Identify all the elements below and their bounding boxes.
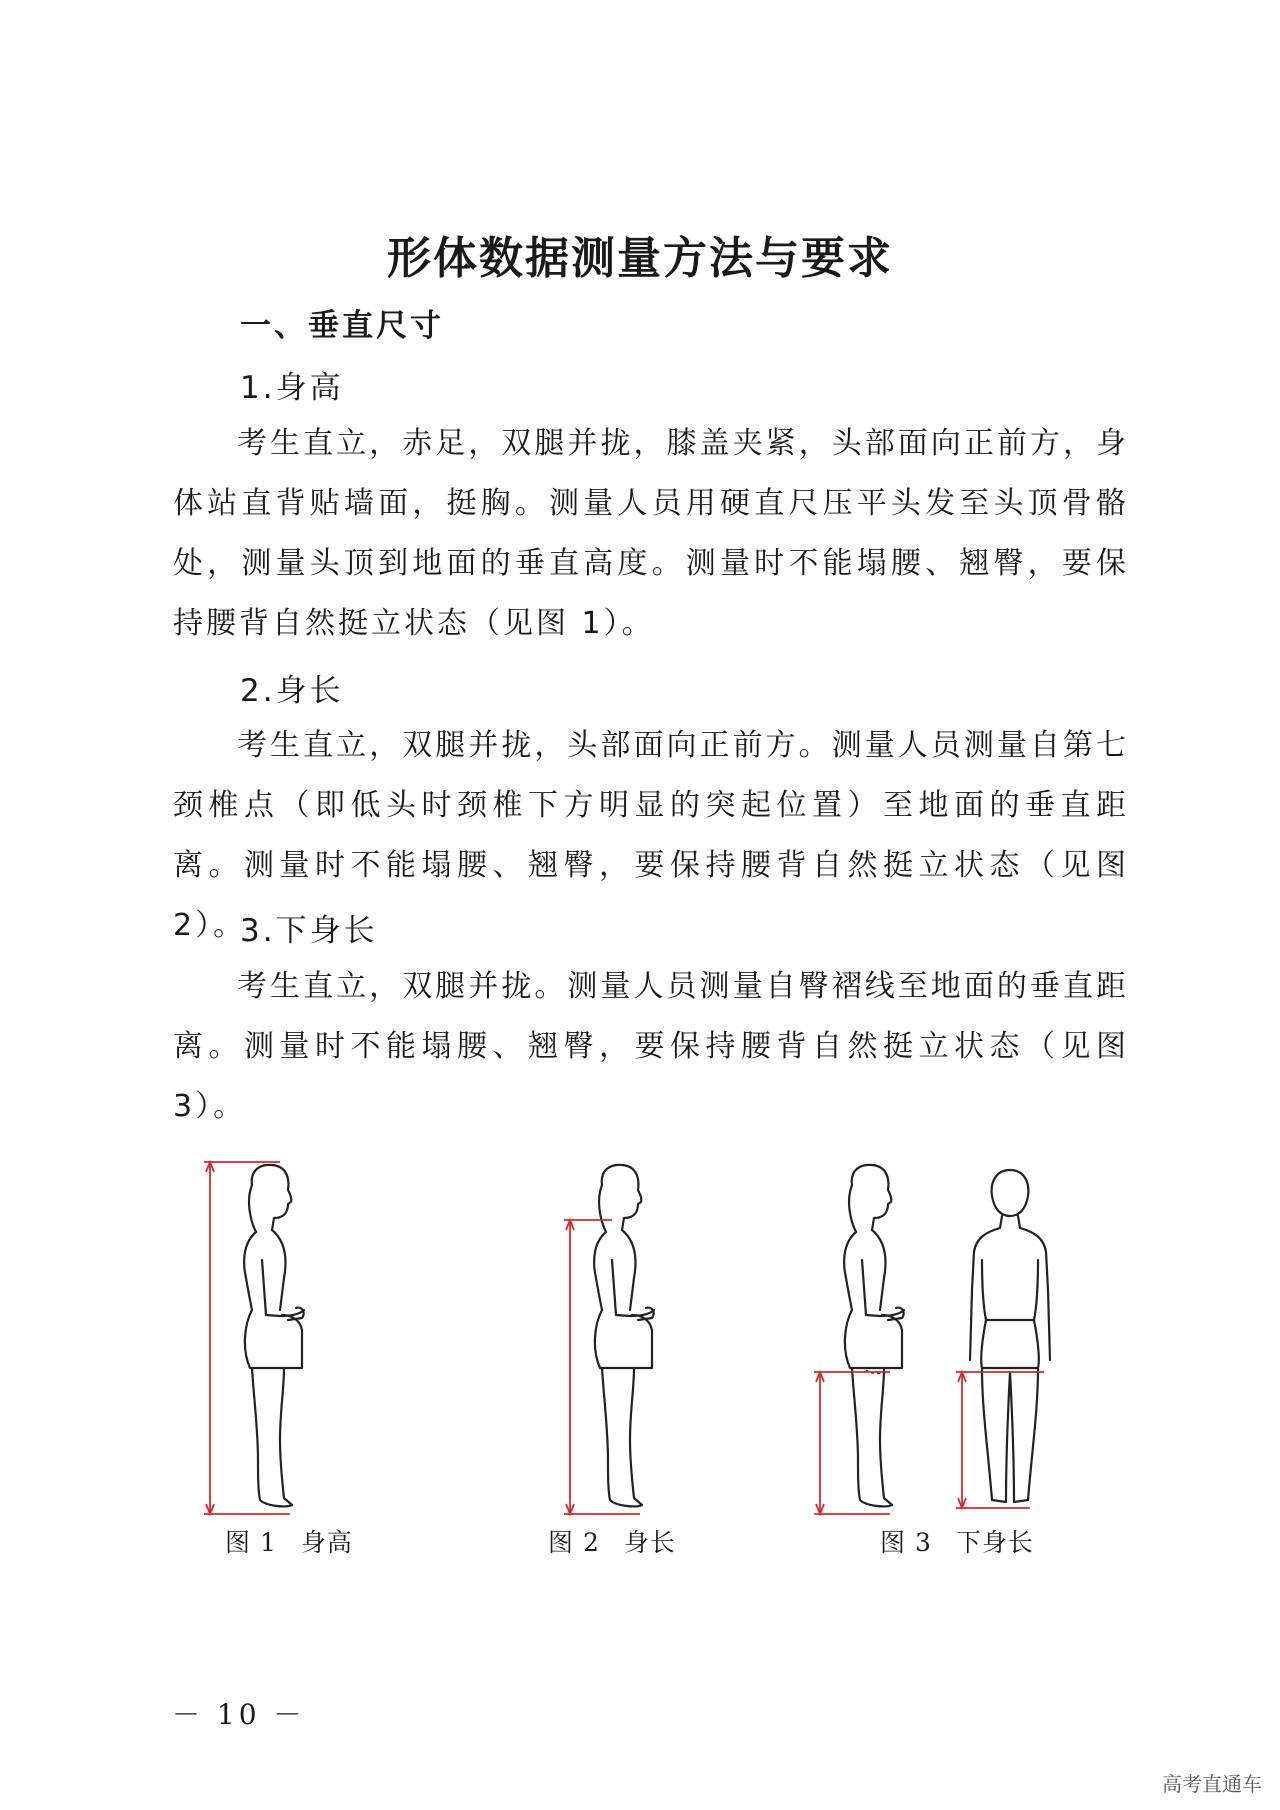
item-heading-body-length: 2.身长	[240, 673, 344, 709]
item-paragraph-height: 考生直立，赤足，双腿并拢，膝盖夹紧，头部面向正前方，身体站直背贴墙面，挺胸。测量人员用硬直尺压平头发至头顶骨骼处，测量头顶到地面的垂直高度。测量时不能塌腰、翘臀，要保持腰背自然挺立状态（见图 1）。	[173, 426, 1129, 641]
section-heading-vertical: 一、垂直尺寸	[240, 308, 444, 344]
item-paragraph-lower-body-length: 考生直立，双腿并拢。测量人员测量自臀褶线至地面的垂直距离。测量时不能塌腰、翘臀，要保持腰背自然挺立状态（见图 3）。	[173, 969, 1129, 1124]
item-heading-lower-body-length: 3.下身长	[240, 913, 378, 949]
figure-1-number: 图 1	[225, 1528, 277, 1557]
figure-3-caption	[880, 1523, 1034, 1559]
figure-1-illustration	[200, 1160, 340, 1520]
figure-2-number: 图 2	[548, 1528, 600, 1557]
figure-1-label: 身高	[300, 1528, 353, 1557]
figure-1-caption	[225, 1523, 353, 1559]
figure-2-illustration	[560, 1160, 700, 1520]
figure-2-caption	[548, 1523, 676, 1559]
item-heading-height: 1.身高	[240, 370, 344, 406]
page-title: 形体数据测量方法与要求	[387, 233, 893, 284]
watermark: 高考直通车	[1162, 1772, 1262, 1796]
figure-3-label: 下身长	[955, 1528, 1034, 1557]
page-number: － 10 －	[172, 1698, 306, 1731]
figure-3-illustration	[810, 1160, 1110, 1520]
figure-2-label: 身长	[623, 1528, 676, 1557]
figure-3-number: 图 3	[880, 1528, 932, 1557]
item-paragraph-body-length: 考生直立，双腿并拢，头部面向正前方。测量人员测量自第七颈椎点（即低头时颈椎下方明显的突起位置）至地面的垂直距离。测量时不能塌腰、翘臀，要保持腰背自然挺立状态（见图 2）。	[173, 728, 1129, 943]
